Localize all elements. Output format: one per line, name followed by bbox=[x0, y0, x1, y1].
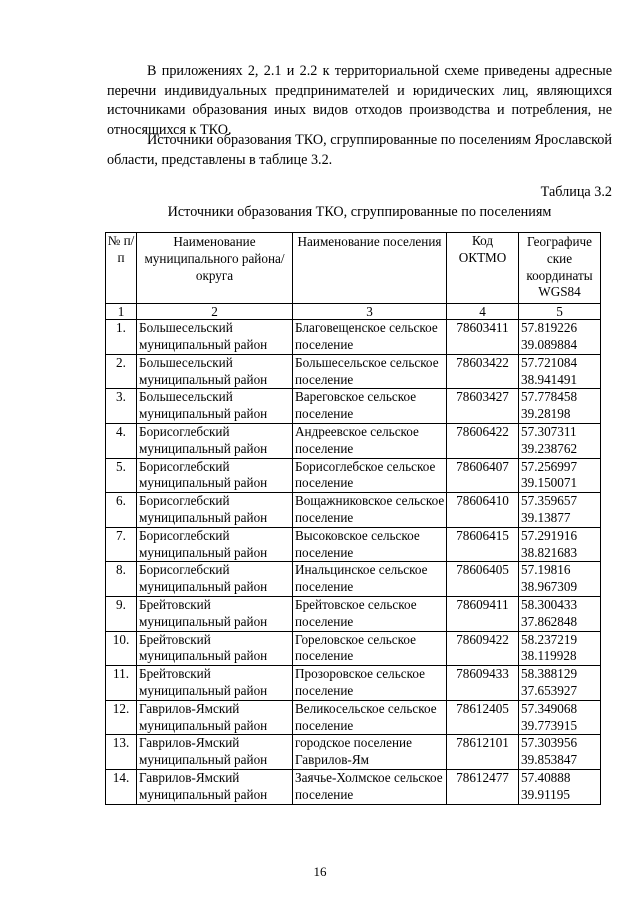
row-district: Борисоглебский муниципальный район bbox=[137, 562, 293, 597]
table-row bbox=[106, 458, 601, 493]
table-row bbox=[106, 527, 601, 562]
row-district: Брейтовский муниципальный район bbox=[137, 631, 293, 666]
row-oktmo: 78603411 bbox=[447, 320, 519, 355]
row-coordinates bbox=[519, 458, 601, 493]
table-row bbox=[106, 562, 601, 597]
row-oktmo: 78603427 bbox=[447, 389, 519, 424]
row-latitude: 57.307311 bbox=[521, 423, 577, 439]
row-longitude: 39.28198 bbox=[521, 406, 571, 422]
row-coordinates bbox=[519, 596, 601, 631]
table-row bbox=[106, 631, 601, 666]
row-number: 11. bbox=[106, 666, 137, 701]
row-longitude: 38.821683 bbox=[521, 544, 578, 560]
row-district: Брейтовский муниципальный район bbox=[137, 596, 293, 631]
column-number: 4 bbox=[447, 304, 519, 320]
table-row bbox=[106, 666, 601, 701]
row-district: Большесельский муниципальный район bbox=[137, 320, 293, 355]
intro-paragraph: В приложениях 2, 2.1 и 2.2 к территориальной схеме приведены адресные перечни индивидуальных предпринимателей и юридических лиц, являющихся источниками образования иных видов отходов производства и потребления, не относящихся к ТКО. bbox=[107, 63, 612, 138]
row-settlement: Вареговское сельское поселение bbox=[293, 389, 447, 424]
row-number: 10. bbox=[106, 631, 137, 666]
row-settlement: Брейтовское сельское поселение bbox=[293, 596, 447, 631]
row-coordinates bbox=[519, 527, 601, 562]
row-number: 4. bbox=[106, 423, 137, 458]
row-settlement: Заячье-Холмское сельское поселение bbox=[293, 769, 447, 804]
row-district: Большесельский муниципальный район bbox=[137, 389, 293, 424]
row-district: Гаврилов-Ямский муниципальный район bbox=[137, 700, 293, 735]
row-coordinates bbox=[519, 493, 601, 528]
row-district: Борисоглебский муниципальный район bbox=[137, 423, 293, 458]
row-settlement: городское поселение Гаврилов-Ям bbox=[293, 735, 447, 770]
row-longitude: 39.238762 bbox=[521, 440, 578, 456]
table-reference-paragraph: Источники образования ТКО, сгруппированные по поселениям Ярославской области, представлены в таблице 3.2. bbox=[107, 132, 612, 168]
row-latitude: 57.819226 bbox=[521, 320, 578, 336]
row-district: Борисоглебский муниципальный район bbox=[137, 527, 293, 562]
row-latitude: 57.291916 bbox=[521, 527, 578, 543]
header-number: № п/п bbox=[106, 233, 137, 304]
row-oktmo: 78609411 bbox=[447, 596, 519, 631]
row-latitude: 58.300433 bbox=[521, 596, 578, 612]
row-latitude: 57.721084 bbox=[521, 354, 578, 370]
row-district: Брейтовский муниципальный район bbox=[137, 666, 293, 701]
row-latitude: 57.359657 bbox=[521, 493, 578, 509]
row-number: 8. bbox=[106, 562, 137, 597]
row-number: 7. bbox=[106, 527, 137, 562]
row-coordinates bbox=[519, 735, 601, 770]
row-oktmo: 78606405 bbox=[447, 562, 519, 597]
row-oktmo: 78606415 bbox=[447, 527, 519, 562]
row-latitude: 58.237219 bbox=[521, 631, 578, 647]
row-coordinates bbox=[519, 631, 601, 666]
header-oktmo: Код ОКТМО bbox=[447, 233, 519, 304]
row-latitude: 58.388129 bbox=[521, 666, 578, 682]
row-oktmo: 78606407 bbox=[447, 458, 519, 493]
row-latitude: 57.40888 bbox=[521, 769, 571, 785]
row-oktmo: 78609433 bbox=[447, 666, 519, 701]
row-settlement: Большесельское сельское поселение bbox=[293, 354, 447, 389]
row-coordinates bbox=[519, 389, 601, 424]
row-settlement: Инальцинское сельское поселение bbox=[293, 562, 447, 597]
row-longitude: 39.13877 bbox=[521, 509, 571, 525]
page-number: 16 bbox=[313, 864, 327, 879]
row-district: Большесельский муниципальный район bbox=[137, 354, 293, 389]
row-district: Гаврилов-Ямский муниципальный район bbox=[137, 735, 293, 770]
row-longitude: 37.653927 bbox=[521, 682, 578, 698]
row-district: Борисоглебский муниципальный район bbox=[137, 458, 293, 493]
row-coordinates bbox=[519, 423, 601, 458]
row-longitude: 38.941491 bbox=[521, 371, 578, 387]
header-coordinates: Географиче ские координаты WGS84 bbox=[519, 233, 601, 304]
row-oktmo: 78612101 bbox=[447, 735, 519, 770]
row-longitude: 39.853847 bbox=[521, 752, 578, 768]
row-latitude: 57.778458 bbox=[521, 389, 578, 405]
row-oktmo: 78606422 bbox=[447, 423, 519, 458]
sources-table bbox=[105, 232, 601, 805]
row-number: 2. bbox=[106, 354, 137, 389]
row-district: Гаврилов-Ямский муниципальный район bbox=[137, 769, 293, 804]
row-coordinates bbox=[519, 700, 601, 735]
row-number: 14. bbox=[106, 769, 137, 804]
row-longitude: 39.773915 bbox=[521, 717, 578, 733]
row-latitude: 57.349068 bbox=[521, 700, 578, 716]
row-longitude: 38.119928 bbox=[521, 648, 577, 664]
row-number: 3. bbox=[106, 389, 137, 424]
row-coordinates bbox=[519, 769, 601, 804]
row-oktmo: 78609422 bbox=[447, 631, 519, 666]
column-number: 5 bbox=[519, 304, 601, 320]
row-settlement: Прозоровское сельское поселение bbox=[293, 666, 447, 701]
row-longitude: 38.967309 bbox=[521, 579, 578, 595]
row-coordinates bbox=[519, 320, 601, 355]
table-row bbox=[106, 735, 601, 770]
row-number: 12. bbox=[106, 700, 137, 735]
header-district: Наименование муниципального района/округа bbox=[137, 233, 293, 304]
row-oktmo: 78606410 bbox=[447, 493, 519, 528]
row-settlement: Андреевское сельское поселение bbox=[293, 423, 447, 458]
row-number: 6. bbox=[106, 493, 137, 528]
row-number: 13. bbox=[106, 735, 137, 770]
table-row bbox=[106, 354, 601, 389]
row-settlement: Высоковское сельское поселение bbox=[293, 527, 447, 562]
row-longitude: 37.862848 bbox=[521, 613, 578, 629]
row-latitude: 57.303956 bbox=[521, 735, 578, 751]
table-row bbox=[106, 493, 601, 528]
column-number-row bbox=[106, 304, 601, 320]
row-oktmo: 78612405 bbox=[447, 700, 519, 735]
row-longitude: 39.089884 bbox=[521, 336, 578, 352]
row-longitude: 39.150071 bbox=[521, 475, 578, 491]
row-coordinates bbox=[519, 666, 601, 701]
row-latitude: 57.256997 bbox=[521, 458, 578, 474]
row-settlement: Гореловское сельское поселение bbox=[293, 631, 447, 666]
row-oktmo: 78603422 bbox=[447, 354, 519, 389]
row-number: 5. bbox=[106, 458, 137, 493]
table-row bbox=[106, 423, 601, 458]
table-label: Таблица 3.2 bbox=[540, 184, 612, 200]
row-settlement: Борисоглебское сельское поселение bbox=[293, 458, 447, 493]
row-oktmo: 78612477 bbox=[447, 769, 519, 804]
table-row bbox=[106, 700, 601, 735]
row-settlement: Вощажниковское сельское поселение bbox=[293, 493, 447, 528]
row-settlement: Благовещенское сельское поселение bbox=[293, 320, 447, 355]
column-number: 2 bbox=[137, 304, 293, 320]
column-number: 3 bbox=[293, 304, 447, 320]
row-district: Борисоглебский муниципальный район bbox=[137, 493, 293, 528]
row-number: 1. bbox=[106, 320, 137, 355]
row-longitude: 39.91195 bbox=[521, 786, 570, 802]
table-body bbox=[106, 320, 601, 804]
table-row bbox=[106, 320, 601, 355]
table-title: Источники образования ТКО, сгруппированные по поселениям bbox=[167, 204, 552, 220]
table-row bbox=[106, 769, 601, 804]
table-row bbox=[106, 596, 601, 631]
table-header-row bbox=[106, 233, 601, 304]
row-settlement: Великосельское сельское поселение bbox=[293, 700, 447, 735]
row-coordinates bbox=[519, 562, 601, 597]
row-coordinates bbox=[519, 354, 601, 389]
header-settlement: Наименование поселения bbox=[293, 233, 447, 304]
column-number: 1 bbox=[106, 304, 137, 320]
row-latitude: 57.19816 bbox=[521, 562, 571, 578]
table-row bbox=[106, 389, 601, 424]
row-number: 9. bbox=[106, 596, 137, 631]
